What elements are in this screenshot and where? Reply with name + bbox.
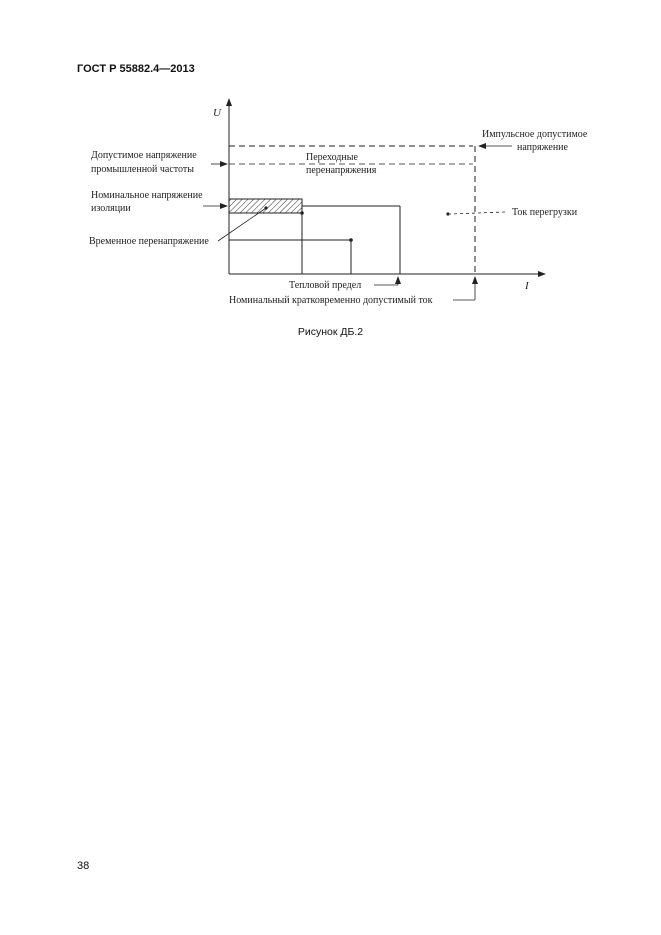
power-frequency-label-line2: промышленной частоты [91, 164, 194, 175]
overload-leader [450, 212, 505, 214]
temporary-overvoltage-point [349, 238, 353, 242]
temporary-overvoltage-leader-dot [264, 206, 267, 209]
i-axis-label: I [525, 280, 529, 292]
impulse-label-line1: Импульсное допустимое [482, 129, 588, 140]
short-time-current-label: Номинальный кратковременно допустимый ток [229, 295, 433, 306]
overload-point [446, 212, 449, 215]
rated-insulation-label-line1: Номинальное напряжение [91, 190, 203, 201]
temporary-overvoltage-label: Временное перенапряжение [89, 236, 209, 247]
rated-current-point [300, 211, 304, 215]
figure-caption: Рисунок ДБ.2 [297, 326, 364, 338]
u-axis-label: U [213, 107, 221, 119]
transient-label-line2: перенапряжения [306, 165, 377, 176]
transient-label-line1: Переходные [306, 152, 358, 163]
impulse-label-line2: напряжение [517, 142, 568, 153]
thermal-limit-label: Тепловой предел [289, 280, 362, 291]
overload-current-label: Ток перегрузки [512, 207, 578, 218]
rated-insulation-label-line2: изоляции [91, 203, 131, 214]
power-frequency-label-line1: Допустимое напряжение [91, 150, 197, 161]
page-number: 38 [77, 860, 90, 872]
rated-insulation-band [229, 199, 302, 213]
standard-header: ГОСТ Р 55882.4—2013 [77, 63, 195, 75]
